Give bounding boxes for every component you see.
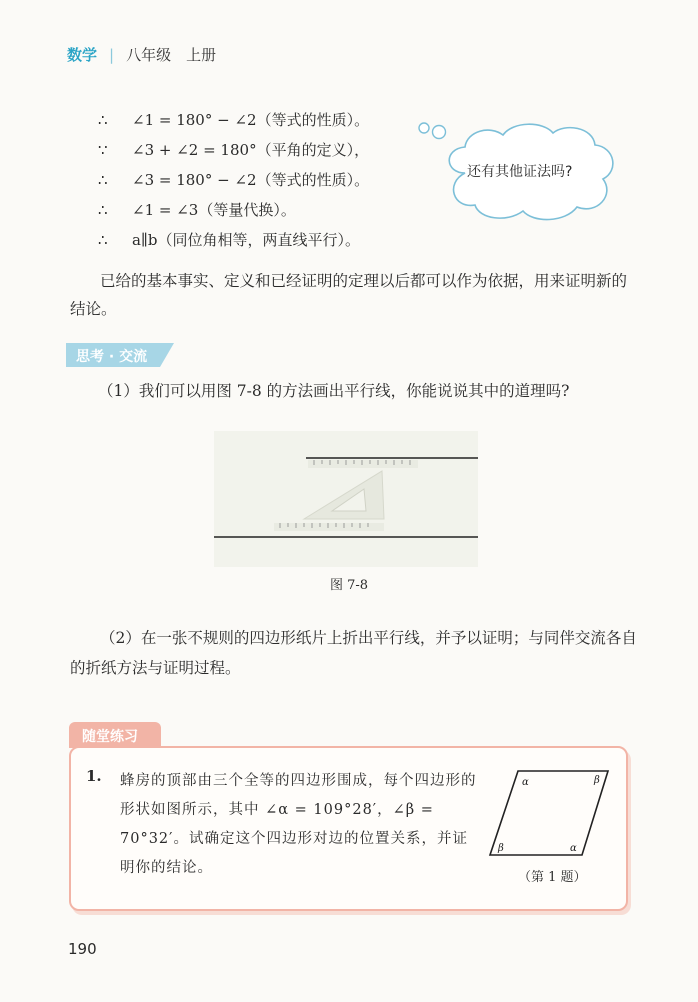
proof-line (98, 165, 369, 195)
question-2: （2）在一张不规则的四边形纸片上折出平行线，并予以证明；与同伴交流各自的折纸方法与证明过程。 (70, 629, 637, 677)
proof-line (98, 135, 369, 165)
proof-text: a∥b（同位角相等，两直线平行）。 (132, 231, 360, 249)
figure-caption: 图 7-8 (330, 578, 369, 593)
practice-tag (69, 722, 161, 748)
parallelogram-figure (484, 765, 616, 861)
page-number: 190 (68, 940, 97, 958)
proof-symbol: ∴ (98, 111, 108, 129)
angle-alpha-top-label: α (522, 777, 529, 788)
proof-symbol: ∴ (98, 201, 108, 219)
exercise-text: 蜂房的顶部由三个全等的四边形围成，每个四边形的形状如图所示，其中 ∠α = 109°28′，∠β = 70°32′。试确定这个四边形对边的位置关系，并证明你的结论。 (120, 773, 477, 876)
proof-block (98, 105, 369, 255)
angle-beta-bottom-label: β (498, 843, 504, 854)
proof-symbol: ∵ (98, 141, 108, 159)
proof-text: ∠3 = 180° − ∠2（等式的性质）。 (132, 171, 370, 189)
cloud-question: 还有其他证法吗? (467, 164, 573, 180)
ruler-setsquare-figure (214, 431, 478, 567)
header-grade: 八年级 上册 (126, 46, 217, 64)
proof-line (98, 225, 369, 255)
proof-line (98, 105, 369, 135)
proof-symbol: ∴ (98, 171, 108, 189)
header-subject: 数学 (67, 46, 98, 64)
proof-text: ∠3 + ∠2 = 180°（平角的定义）， (132, 141, 370, 159)
think-discuss-tag (66, 343, 170, 367)
proof-line (98, 195, 369, 225)
proof-text: ∠1 = ∠3（等量代换）。 (132, 201, 296, 219)
question-1: （1）我们可以用图 7-8 的方法画出平行线，你能说说其中的道理吗? (98, 382, 570, 400)
paragraph-text: 已给的基本事实、定义和已经证明的定理以后都可以作为依据，用来证明新的结论。 (70, 272, 628, 318)
practice-label: 随堂练习 (82, 729, 138, 745)
think-discuss-label: 思考 · 交流 (76, 349, 148, 365)
page-header (67, 44, 216, 65)
proof-symbol: ∴ (98, 231, 108, 249)
exercise-caption: （第 1 题） (518, 870, 587, 885)
angle-alpha-bottom-label: α (570, 843, 577, 854)
angle-beta-top-label: β (594, 775, 600, 786)
header-separator: | (109, 45, 115, 64)
exercise-number: 1. (86, 767, 102, 785)
proof-text: ∠1 = 180° − ∠2（等式的性质）。 (132, 111, 370, 129)
